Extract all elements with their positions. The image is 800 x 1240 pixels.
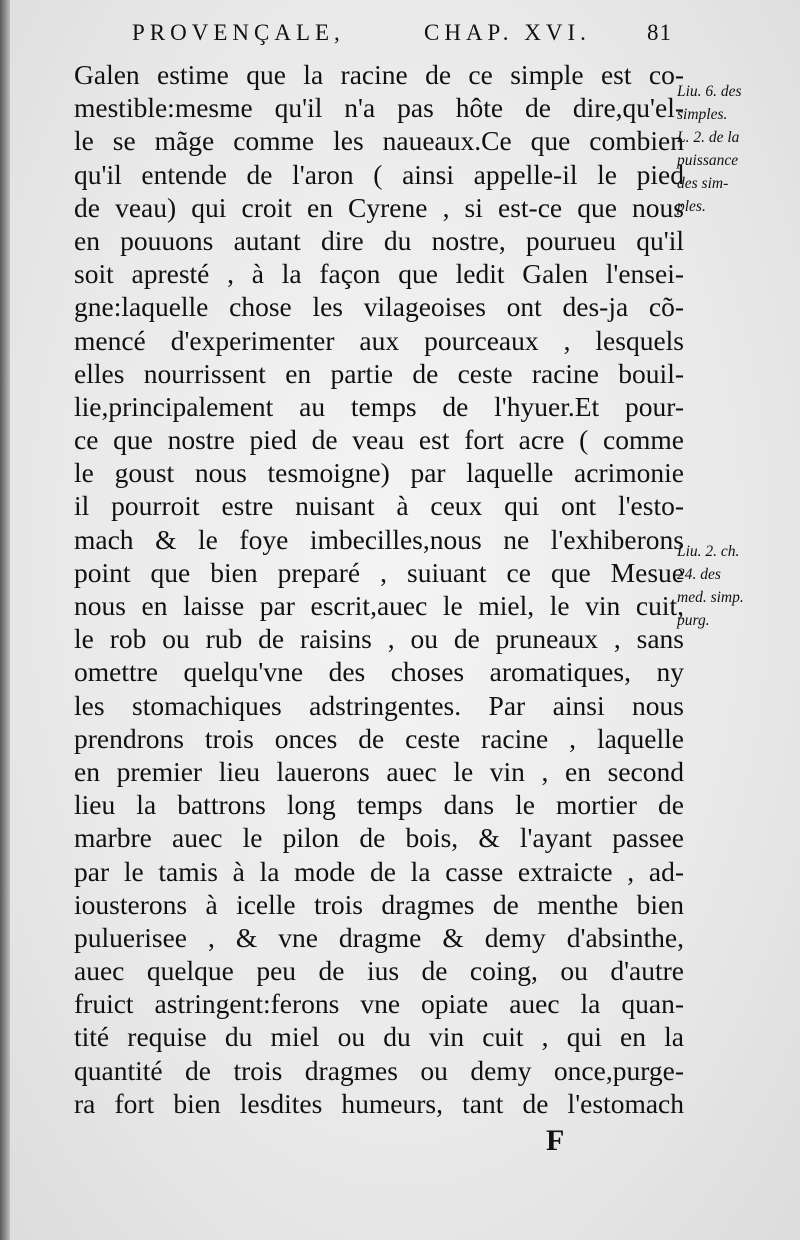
margin-note-citation-galen (677, 80, 795, 218)
text-line: ce que nostre pied de veau est fort acre ( comme (74, 424, 684, 456)
text-line: en premier lieu lauerons auec le vin , en second (74, 755, 684, 787)
text-line: fruict astringent:ferons vne opiate auec la quan- (74, 988, 684, 1020)
text-line: gne:laquelle chose les vilageoises ont des-ja cõ- (74, 291, 684, 323)
binding-gutter (0, 0, 10, 1240)
text-line: par le tamis à la mode de la casse extraicte , ad- (74, 855, 684, 887)
text-line: ra fort bien lesdites humeurs, tant de l'estomach (74, 1087, 684, 1119)
margin-note-line: purg. (677, 612, 710, 629)
running-head-chapter: CHAP. XVI. (424, 20, 591, 45)
margin-note-line: L. 2. de la (677, 129, 740, 146)
text-line: prendrons trois onces de ceste racine , laquelle (74, 722, 684, 754)
text-line: de veau) qui croit en Cyrene , si est-ce que nous (74, 191, 684, 223)
running-head (132, 20, 672, 54)
margin-note-line: Liu. 6. des (677, 83, 742, 100)
text-line: qu'il entende de l'aron ( ainsi appelle-il le pied (74, 158, 684, 190)
margin-note-line: puissance (677, 152, 739, 169)
text-line: le se mãge comme les naueaux.Ce que combien (74, 125, 684, 157)
text-line: nous en laisse par escrit,auec le miel, le vin cuit, (74, 590, 684, 621)
text-line: les stomachiques adstringentes. Par ainsi nous (74, 689, 684, 721)
text-line: tité requise du miel ou du vin cuit , qui en la (74, 1021, 684, 1053)
running-head-title: PROVENÇALE, (132, 20, 345, 45)
signature-mark: F (546, 1124, 565, 1157)
margin-note-line: des sim- (677, 175, 729, 192)
margin-note-line: Liu. 2. ch. (677, 543, 740, 560)
text-line: elles nourrissent en partie de ceste racine bouil- (74, 357, 684, 389)
margin-note-line: ples. (677, 198, 706, 215)
text-line: puluerisee , & vne dragme & demy d'absinthe, (74, 921, 684, 953)
text-line: marbre auec le pilon de bois, & l'ayant passee (74, 822, 684, 854)
text-line: omettre quelqu'vne des choses aromatiques, ny (74, 656, 684, 688)
text-line: Galen estime que la racine de ce simple est co- (74, 59, 684, 90)
text-line: point que bien preparé , suiuant ce que Mesue (74, 556, 684, 588)
text-line: lieu la battrons long temps dans le mortier de (74, 789, 684, 821)
margin-note-line: simples. (677, 106, 728, 123)
text-line: auec quelque peu de ius de coing, ou d'autre (74, 955, 684, 987)
text-line: le goust nous tesmoigne) par laquelle acrimonie (74, 457, 684, 489)
text-line: il pourroit estre nuisant à ceux qui ont l'esto- (74, 490, 684, 522)
text-line: soit apresté , à la façon que ledit Galen l'ensei- (74, 258, 684, 290)
text-line: en pouuons autant dire du nostre, pourueu qu'il (74, 224, 684, 256)
text-line: le rob ou rub de raisins , ou de pruneaux , sans (74, 623, 684, 655)
margin-note-citation-mesue (677, 540, 795, 632)
text-line: mach & le foye imbecilles,nous ne l'exhiberons (74, 523, 684, 555)
margin-note-line: med. simp. (677, 589, 744, 606)
page-number: 81 (647, 20, 672, 45)
body-text (74, 58, 684, 1120)
text-line: iousterons à icelle trois dragmes de menthe bien (74, 888, 684, 920)
text-line: mestible:mesme qu'il n'a pas hôte de dire,qu'el- (74, 92, 684, 124)
text-line: quantité de trois dragmes ou demy once,purge- (74, 1054, 684, 1086)
text-line: lie,principalement au temps de l'hyuer.Et pour- (74, 390, 684, 422)
margin-note-line: 24. des (677, 566, 721, 583)
text-line: mencé d'experimenter aux pourceaux , lesquels (74, 324, 684, 356)
